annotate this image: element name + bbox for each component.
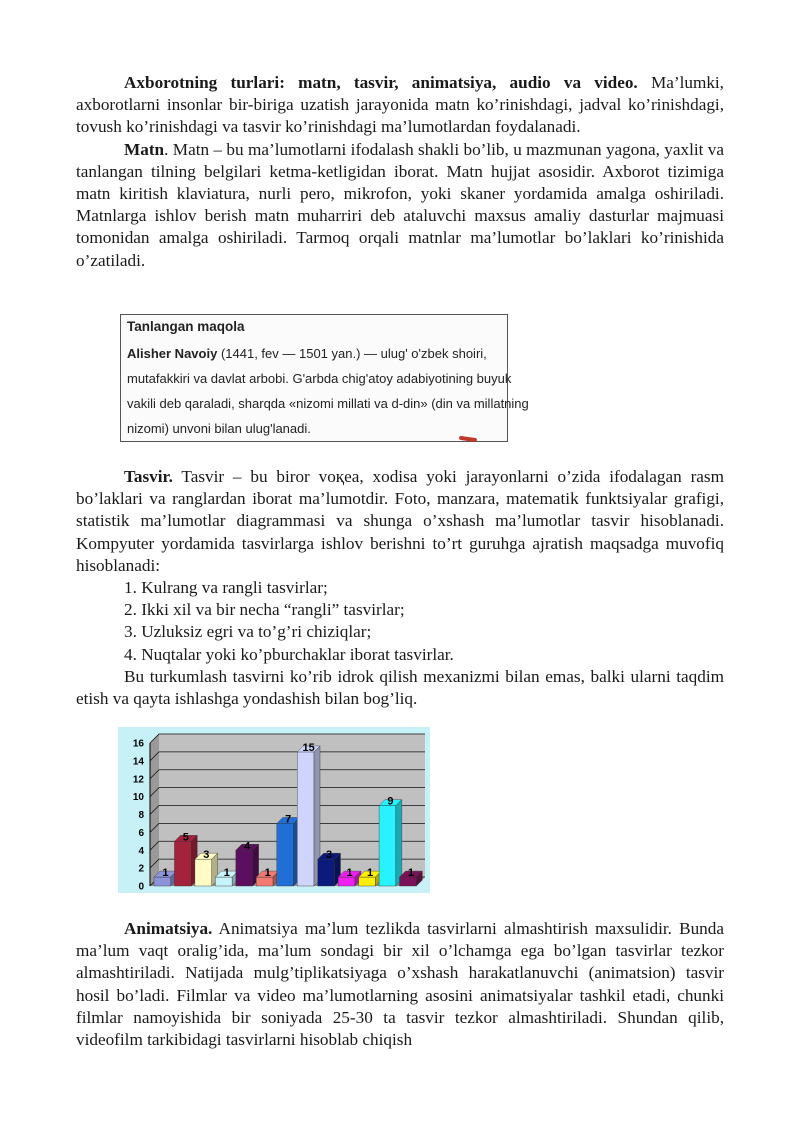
matn-heading: Matn	[124, 139, 165, 159]
y-tick-label: 0	[138, 881, 144, 893]
y-tick-label: 4	[138, 845, 144, 857]
intro-text: Ma’lumki, axborotlarni insonlar bir-biriga uzatish jarayonida matn ko’rinishdagi, jadval ko’rinishdagi, tovush ko’rinishdagi va tasvir ko’rinishdagi ma’lumotlardan foydalanadi.	[76, 73, 724, 137]
tasvir-heading: Tasvir.	[124, 467, 173, 486]
bar-data-label: 3	[203, 849, 210, 862]
y-tick-label: 6	[138, 827, 144, 839]
bar-data-label: 1	[162, 867, 169, 880]
bar	[195, 859, 212, 886]
bar-data-label: 9	[387, 795, 394, 808]
tasvir-list	[76, 577, 724, 666]
tasvir-paragraph	[76, 466, 724, 577]
bar-data-label: 1	[223, 867, 230, 880]
intro-paragraph	[76, 72, 724, 139]
bar-data-label: 1	[407, 867, 414, 880]
bar-chart-svg	[118, 727, 430, 893]
page-body	[76, 72, 724, 272]
tasvir-text: Tasvir – bu biror voқea, xodisa yoki jarayonlarni o’zida ifodalagan rasm bo’laklari va ranglardan iborat ma’lumotdir. Foto, manzara, matematik funktsiyalar grafigi, statistik ma’lumotlar diagrammasi va shunga o’xshash ma’lumotlar tasvir hisoblanadi. Kompyuter yordamida tasvirlarga ishlov berishni to’rt guruhga ajratish maqsadga muvofiq hisoblanadi:	[76, 467, 724, 575]
y-tick-label: 16	[132, 738, 144, 750]
list-item: 1. Kulrang va rangli tasvirlar;	[124, 578, 328, 598]
list-item: 2. Ikki xil va bir necha “rangli” tasvirlar;	[124, 600, 405, 620]
selected-article-image	[120, 314, 529, 442]
article-line-1-rest: (1441, fev — 1501 yan.) — ulug' o'zbek shoiri,	[217, 346, 487, 361]
animatsiya-section	[76, 918, 724, 1051]
y-tick-label: 14	[132, 756, 144, 768]
bar	[379, 806, 396, 886]
matn-paragraph	[76, 139, 724, 272]
y-tick-label: 10	[132, 792, 144, 804]
animatsiya-heading: Animatsiya.	[124, 919, 213, 938]
bar-data-label: 3	[326, 849, 333, 862]
article-box-title: Tanlangan maqola	[127, 319, 245, 334]
intro-heading: Axborotning turlari: matn, tasvir, animatsiya, audio va video.	[124, 73, 638, 92]
tasvir-section	[76, 466, 724, 710]
article-line-1	[127, 341, 501, 366]
article-line-3: vakili deb qaraladi, sharqda «nizomi millati va d-din» (din va millatning	[127, 396, 529, 411]
bar-data-label: 1	[346, 867, 353, 880]
tasvir-closing: Bu turkumlash tasvirni ko’rib idrok qilish mexanizmi bilan emas, balki ularni taqdim etish va qayta ishlashga yondashish bilan bog’liq.	[76, 666, 724, 709]
list-item: 3. Uzluksiz egri va to’g’ri chiziqlar;	[124, 622, 372, 642]
bar-data-label: 1	[366, 867, 374, 880]
bar-data-label: 7	[285, 813, 292, 826]
bar	[297, 752, 314, 886]
bar-data-label: 5	[182, 831, 189, 844]
bar-data-label: 1	[264, 867, 271, 880]
bar-data-label: 15	[302, 741, 315, 754]
matn-text: . Matn – bu ma’lumotlarni ifodalash shakli bo’lib, u mazmunan yagona, yaxlit va tanlangan tilning belgilari ketma-ketligidan iborat. Matn hujjat asosidir. Axborot tizimiga matn kiritish klaviatura, nurli pero, mikrofon, yoki skaner yordamida amalga oshiriladi. Matnlarga ishlov berish matn muharriri deb ataluvchi maxsus amaliy dasturlar majmuasi tomonidan amalga oshiriladi. Tarmoq orqali matnlar ma’lumotlar bo’laklari ko’rinishida o’zatiladi.	[76, 139, 724, 270]
bar	[174, 841, 191, 886]
list-item: 4. Nuqtalar yoki ko’pburchaklar iborat tasvirlar.	[124, 644, 454, 664]
article-line-4: nizomi) unvoni bilan ulug'lanadi.	[127, 421, 311, 436]
article-line-2: mutafakkiri va davlat arbobi. G'arbda chig'atoy adabiyotining buyuk	[127, 371, 512, 386]
y-tick-label: 2	[138, 863, 144, 875]
y-tick-label: 12	[132, 774, 144, 786]
bar	[236, 850, 253, 886]
bar-side	[396, 800, 402, 886]
animatsiya-paragraph	[76, 918, 724, 1051]
bar-chart	[118, 727, 430, 893]
animatsiya-text: Animatsiya ma’lum tezlikda tasvirlarni almashtirish maxsulidir. Bunda ma’lum vaqt oralig’ida, ma’lum sondagi bir xil o’lchamga ega bo’lgan tasvirlar tezkor almashtiriladi. Natijada mulg’tiplikatsiyaga o’xshash harakatlanuvchi (animatsion) tasvir hosil bo’ladi. Filmlar va video ma’lumotlarning asosini animatsiyalar tashkil etadi, chunki filmlar namoyishida bir soniyada 25-30 ta tasvir tezkor almashtiriladi. Shundan qilib, videofilm tarkibidagi tasvirlarni hisoblab chiqish	[76, 919, 724, 1050]
bar	[318, 859, 335, 886]
article-name: Alisher Navoiy	[127, 346, 218, 361]
bar-data-label: 4	[244, 840, 251, 853]
y-tick-label: 8	[138, 810, 144, 821]
bar	[277, 823, 294, 886]
